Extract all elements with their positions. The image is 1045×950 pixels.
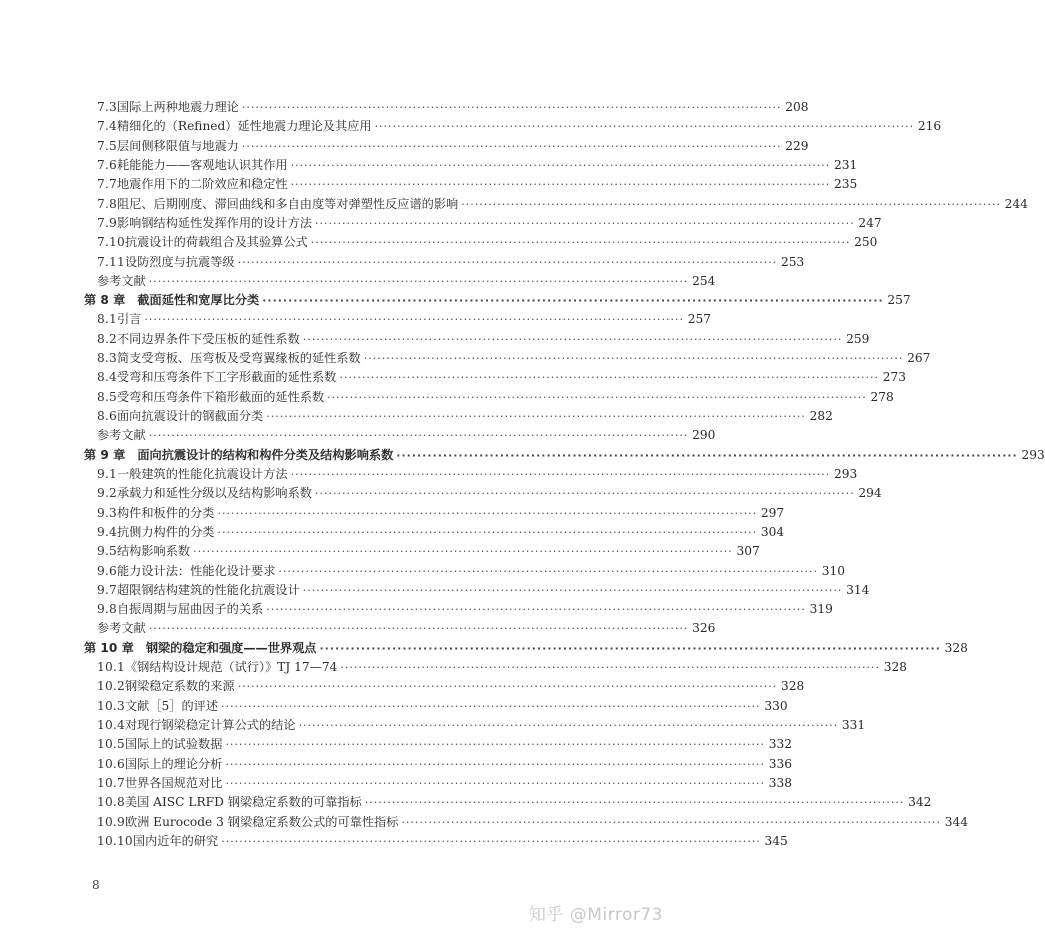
entry-title: 一般建筑的性能化抗震设计方法 — [116, 466, 288, 481]
dot-leader: ························································································································ — [319, 641, 941, 655]
entry-title: 构件和板件的分类 — [116, 505, 215, 520]
toc-section-row — [84, 253, 805, 272]
entry-title: 层间侧移限值与地震力 — [116, 138, 239, 153]
dot-leader: ························································································································ — [327, 390, 867, 404]
dot-leader: ························································································································ — [148, 274, 689, 288]
entry-page-number: 344 — [944, 814, 968, 829]
entry-title: 参考文献 — [97, 621, 146, 636]
toc-section-row — [84, 465, 858, 484]
entry-page-number: 273 — [882, 370, 906, 385]
entry-page-number: 338 — [768, 775, 793, 790]
entry-page-number: 328 — [780, 679, 805, 694]
dot-leader: ························································································································ — [290, 178, 831, 192]
entry-page-number: 244 — [1004, 196, 1028, 211]
entry-page-number: 293 — [1021, 447, 1045, 462]
toc-section-row — [84, 832, 788, 851]
entry-title: 不同边界条件下受压板的延性系数 — [116, 331, 300, 346]
toc-section-row — [84, 542, 760, 561]
entry-title: 耗能能力——客观地认识其作用 — [116, 157, 288, 172]
entry-page-number: 290 — [692, 428, 716, 443]
section-number: 10.3 — [97, 698, 125, 713]
toc-section-row — [84, 697, 788, 716]
entry-page-number: 314 — [846, 582, 870, 597]
entry-title: 抗震设计的荷载组合及其验算公式 — [124, 235, 308, 250]
chapter-number: 第 8 章 — [84, 293, 126, 308]
toc-references-row — [84, 619, 716, 638]
entry-page-number: 336 — [768, 756, 793, 771]
toc-section-row — [84, 233, 878, 252]
toc-section-row — [84, 175, 858, 194]
entry-title: 结构影响系数 — [116, 544, 191, 559]
entry-title: 受弯和压弯条件下箱形截面的延性系数 — [116, 389, 325, 404]
entry-title: 参考文献 — [97, 273, 146, 288]
toc-chapter-row — [84, 639, 968, 658]
toc-section-row — [84, 407, 833, 426]
toc-references-row — [84, 426, 716, 445]
section-number: 10.8 — [97, 795, 125, 810]
dot-leader: ························································································································ — [290, 158, 831, 172]
entry-page-number: 253 — [780, 254, 805, 269]
page-number: 8 — [92, 878, 100, 892]
toc-section-row — [84, 581, 870, 600]
entry-title: 简支受弯板、压弯板及受弯翼缘板的延性系数 — [116, 351, 361, 366]
entry-page-number: 328 — [883, 660, 907, 675]
entry-page-number: 330 — [764, 698, 788, 713]
dot-leader: ························································································································ — [225, 757, 766, 771]
entry-title: 《钢结构设计规范（试行）》TJ 17—74 — [124, 660, 338, 675]
section-number: 10.1 — [97, 660, 125, 675]
toc-section-row — [84, 310, 711, 329]
dot-leader: ························································································································ — [237, 680, 778, 694]
entry-page-number: 259 — [846, 331, 870, 346]
section-number: 9.8 — [97, 602, 117, 617]
dot-leader: ························································································································ — [396, 448, 1018, 462]
entry-page-number: 326 — [692, 621, 716, 636]
dot-leader: ························································································································ — [278, 564, 819, 578]
toc-section-row — [84, 774, 793, 793]
entry-title: 自振周期与屈曲因子的关系 — [116, 602, 264, 617]
section-number: 8.6 — [97, 409, 117, 423]
entry-title: 欧洲 Eurocode 3 钢梁稳定系数公式的可靠性指标 — [124, 814, 399, 829]
entry-title: 受弯和压弯条件下工字形截面的延性系数 — [116, 370, 337, 385]
dot-leader: ························································································································ — [339, 371, 879, 385]
toc-chapter-row — [84, 446, 1045, 465]
section-number: 7.7 — [97, 177, 117, 192]
dot-leader: ························································································································ — [266, 410, 806, 423]
dot-leader: ························································································································ — [310, 236, 851, 250]
dot-leader: ························································································································ — [217, 506, 758, 520]
toc-section-row — [84, 735, 793, 754]
dot-leader: ························································································································ — [266, 603, 806, 617]
entry-page-number: 235 — [833, 177, 858, 192]
toc-section-row — [84, 484, 882, 503]
entry-page-number: 247 — [858, 215, 882, 230]
entry-page-number: 342 — [908, 795, 932, 810]
toc-section-row — [84, 98, 809, 117]
section-number: 10.4 — [97, 718, 125, 732]
chapter-number: 第 10 章 — [84, 640, 134, 655]
entry-page-number: 331 — [841, 718, 866, 732]
toc-section-row — [84, 388, 894, 407]
section-number: 9.2 — [97, 486, 117, 501]
toc-section-row — [84, 504, 785, 523]
section-number: 8.4 — [97, 370, 117, 385]
section-number: 8.1 — [97, 312, 117, 327]
dot-leader: ························································································································ — [144, 313, 684, 327]
dot-leader: ························································································································ — [225, 738, 766, 752]
section-number: 9.3 — [97, 505, 117, 520]
section-number: 7.6 — [97, 157, 117, 172]
toc-section-row — [84, 562, 846, 581]
dot-leader: ························································································································ — [221, 834, 761, 848]
dot-leader: ························································································································ — [217, 525, 758, 539]
entry-title: 文献［5］的评述 — [124, 698, 219, 713]
toc-section-row — [84, 156, 858, 175]
entry-page-number: 216 — [917, 119, 942, 134]
toc-section-row — [84, 793, 932, 812]
dot-leader: ························································································································ — [401, 815, 941, 829]
toc-references-row — [84, 272, 716, 291]
section-number: 7.4 — [97, 119, 117, 134]
entry-page-number: 231 — [833, 157, 858, 172]
entry-page-number: 332 — [768, 737, 793, 752]
entry-page-number: 257 — [887, 293, 911, 308]
chapter-number: 第 9 章 — [84, 447, 126, 462]
entry-page-number: 297 — [760, 505, 785, 520]
section-number: 9.1 — [97, 466, 117, 481]
entry-page-number: 319 — [809, 602, 833, 617]
entry-page-number: 254 — [692, 273, 716, 288]
section-number: 10.5 — [97, 737, 125, 752]
toc-section-row — [84, 195, 1028, 214]
entry-title: 设防烈度与抗震等级 — [124, 254, 235, 269]
dot-leader: ························································································································ — [225, 776, 766, 790]
toc-section-row — [84, 755, 793, 774]
entry-title: 引言 — [116, 312, 142, 327]
toc-section-row — [84, 330, 870, 349]
toc-section-row — [84, 137, 809, 156]
entry-title: 美国 AISC LRFD 钢梁稳定系数的可靠指标 — [124, 795, 362, 810]
toc-section-row — [84, 677, 805, 696]
entry-page-number: 345 — [764, 833, 788, 848]
section-number: 8.2 — [97, 331, 117, 346]
entry-page-number: 293 — [833, 466, 858, 481]
dot-leader: ························································································································ — [290, 467, 831, 481]
dot-leader: ························································································································ — [193, 545, 733, 559]
entry-page-number: 257 — [687, 312, 711, 327]
section-number: 7.8 — [97, 196, 117, 211]
section-number: 7.10 — [97, 235, 125, 250]
entry-page-number: 328 — [944, 640, 968, 655]
watermark: 知乎 @Mirror73 — [528, 905, 663, 925]
dot-leader: ························································································································ — [148, 622, 689, 636]
dot-leader: ························································································································ — [314, 487, 855, 501]
toc-chapter-row — [84, 291, 911, 310]
entry-page-number: 282 — [809, 409, 833, 423]
section-number: 9.5 — [97, 544, 117, 559]
dot-leader: ························································································································ — [298, 719, 839, 732]
dot-leader: ························································································································ — [262, 294, 884, 308]
toc-section-row — [84, 368, 906, 387]
toc-section-row — [84, 349, 931, 368]
entry-title: 钢梁稳定系数的来源 — [124, 679, 235, 694]
section-number: 7.11 — [97, 254, 125, 269]
entry-title: 阻尼、后期刚度、滞回曲线和多自由度等对弹塑性反应谱的影响 — [116, 196, 459, 211]
section-number: 10.10 — [97, 833, 133, 848]
section-number: 9.4 — [97, 524, 117, 539]
entry-title: 精细化的（Refined）延性地震力理论及其应用 — [116, 119, 372, 134]
toc-section-row — [84, 600, 833, 619]
entry-title: 面向抗震设计的钢截面分类 — [116, 409, 264, 423]
entry-title: 国际上两种地震力理论 — [116, 100, 239, 114]
section-number: 9.7 — [97, 582, 117, 597]
entry-title: 参考文献 — [97, 428, 146, 443]
entry-title: 地震作用下的二阶效应和稳定性 — [116, 177, 288, 192]
section-number: 9.6 — [97, 563, 117, 578]
dot-leader: ························································································································ — [302, 332, 843, 346]
entry-page-number: 267 — [907, 351, 931, 366]
table-of-contents — [84, 98, 1045, 851]
dot-leader: ························································································································ — [237, 255, 778, 269]
dot-leader: ························································································································ — [302, 583, 843, 597]
dot-leader: ························································································································ — [340, 661, 880, 675]
entry-title: 能力设计法：性能化设计要求 — [116, 563, 276, 578]
entry-title: 对现行钢梁稳定计算公式的结论 — [124, 718, 296, 732]
entry-page-number: 304 — [760, 524, 785, 539]
entry-page-number: 307 — [736, 544, 760, 559]
entry-title: 影响钢结构延性发挥作用的设计方法 — [116, 215, 312, 230]
dot-leader: ························································································································ — [364, 796, 905, 810]
section-number: 10.2 — [97, 679, 125, 694]
entry-page-number: 278 — [870, 389, 894, 404]
section-number: 8.3 — [97, 351, 117, 366]
toc-section-row — [84, 813, 968, 832]
entry-title: 抗侧力构件的分类 — [116, 524, 215, 539]
section-number: 10.9 — [97, 814, 125, 829]
entry-title: 超限钢结构建筑的性能化抗震设计 — [116, 582, 300, 597]
toc-section-row — [84, 214, 882, 233]
dot-leader: ························································································································ — [461, 197, 1001, 211]
entry-title: 国际上的理论分析 — [124, 756, 223, 771]
entry-title: 世界各国规范对比 — [124, 775, 223, 790]
dot-leader: ························································································································ — [374, 120, 915, 134]
toc-section-row — [84, 716, 866, 735]
section-number: 7.9 — [97, 215, 117, 230]
entry-page-number: 294 — [858, 486, 882, 501]
entry-page-number: 310 — [821, 563, 846, 578]
toc-section-row — [84, 523, 785, 542]
entry-title: 钢梁的稳定和强度——世界观点 — [145, 640, 317, 655]
entry-page-number: 250 — [854, 235, 878, 250]
toc-section-row — [84, 117, 942, 136]
dot-leader: ························································································································ — [241, 139, 782, 153]
dot-leader: ························································································································ — [221, 699, 761, 713]
dot-leader: ························································································································ — [363, 352, 904, 366]
entry-title: 国内近年的研究 — [132, 833, 219, 848]
dot-leader: ························································································································ — [148, 429, 689, 443]
section-number: 8.5 — [97, 389, 117, 404]
entry-title: 承载力和延性分级以及结构影响系数 — [116, 486, 312, 501]
entry-title: 国际上的试验数据 — [124, 737, 223, 752]
section-number: 7.5 — [97, 138, 117, 153]
dot-leader: ························································································································ — [314, 216, 855, 230]
entry-title: 截面延性和宽厚比分类 — [137, 293, 260, 308]
entry-page-number: 229 — [785, 138, 809, 153]
section-number: 7.3 — [97, 100, 117, 114]
section-number: 10.7 — [97, 775, 125, 790]
section-number: 10.6 — [97, 756, 125, 771]
entry-page-number: 208 — [785, 100, 809, 114]
entry-title: 面向抗震设计的结构和构件分类及结构影响系数 — [137, 447, 394, 462]
toc-section-row — [84, 658, 907, 677]
dot-leader: ························································································································ — [241, 101, 782, 114]
